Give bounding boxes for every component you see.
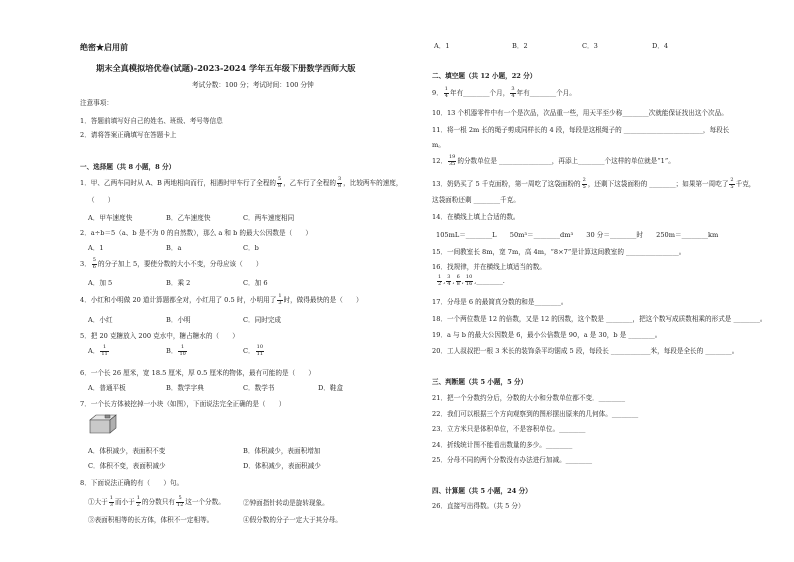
- question-1-paren: （ ）: [88, 196, 115, 204]
- question-10: 10．13 个机器零件中有一个是次品，次品重一些，用天平至少称________次就能保证找出这个次品。: [432, 109, 728, 117]
- question-19: 19．a 与 b 的最大公因数是 6，最小公倍数是 90，a 是 30，b 是 ________。: [432, 331, 662, 339]
- question-17: 17．分母是 6 的最简真分数的和是________。: [432, 298, 568, 306]
- question-3: 3． $\frac{5}{6}$ 的分子加上 5，要使分数的大小不变，分母应该（ ）: [80, 257, 263, 270]
- question-7: 7．一个长方体被挖掉一小块（如图），下面说法完全正确的是（ ）: [80, 400, 286, 408]
- question-8: 8．下面说法正确的有（ ）句。: [80, 479, 184, 487]
- question-12: 12． $\frac{19}{35}$ 的分数单位是 ________________，再添上________个这样的单位就是“1”。: [432, 154, 675, 167]
- question-25: 25．分母不同的两个分数没有办法进行加减。________: [432, 456, 593, 464]
- secret-label: 绝密★启用前: [80, 42, 128, 52]
- note-1: 1．答题前填写好自己的姓名、班级、考号等信息: [80, 117, 223, 125]
- section-calc-title: 四、计算题（共 5 小题，24 分）: [432, 487, 532, 495]
- question-2: 2．a÷b＝5（a、b 是不为 0 的自然数），那么 a 和 b 的最大公因数是（ ）: [80, 229, 312, 237]
- exam-info: 考试分数：100 分；考试时间：100 分钟: [192, 81, 314, 89]
- note-2: 2．请将答案正确填写在答题卡上: [80, 131, 177, 139]
- page-title: 期末全真模拟培优卷(试题)-2023-2024 学年五年级下册数学西师大版: [96, 63, 356, 73]
- cuboid-figure: [88, 413, 118, 435]
- question-20: 20．工人叔叔把一根 3 米长的装饰条平均锯成 5 段，每段长 ____________米，每段是全长的 ________。: [432, 347, 739, 355]
- q8-statement-4: ④假分数的分子一定大于其分母。: [243, 516, 342, 524]
- question-11: 11．将一根 2m 长的绳子剪成同样长的 4 段，每段是这根绳子的 ________________________，每段长: [432, 126, 730, 134]
- question-11-unit: m。: [432, 141, 445, 149]
- question-13: 13．奶奶买了 5 千克面粉，第一周吃了这袋面粉的 $\frac{2}{5}$ ，还剩下这袋面粉的 ________；如果第一周吃了 $\frac{2}{5}$ 千克，: [432, 177, 756, 190]
- q8-statement-2: ②钟面指针转动是旋转现象。: [243, 499, 329, 507]
- question-21: 21．把一个分数约分后，分数的大小和分数单位都不变．________: [432, 394, 626, 402]
- question-1: 1．甲、乙两车同时从 A、B 两地相向而行，相遇时甲车行了全程的 $\frac{5}{8}$ ，乙车行了全程的 $\frac{3}{8}$ ，比较两车的速度，: [80, 176, 403, 189]
- question-9: 9． $\frac{1}{4}$ 年有________个月， $\frac{3}{4}$ 年有________个月。: [432, 86, 576, 99]
- question-5: 5．把 20 克糖放入 200 克水中，糖占糖水的（ ）: [80, 332, 239, 340]
- question-14: 14．在横线上填上合适的数。: [432, 213, 520, 221]
- notes-title: 注意事项：: [80, 99, 113, 107]
- question-16: 16．找规律，并在横线上填适当的数。: [432, 263, 546, 271]
- question-26: 26．直接写出得数。（共 5 分）: [432, 502, 525, 510]
- question-16-sequence: $\frac{1}{2}$ , $\frac{3}{4}$ , $\frac{6}{8}$ , $\frac{10}{16}$ ,________.: [438, 274, 505, 287]
- question-23: 23．立方米只是体积单位，不是容积单位。________: [432, 425, 586, 433]
- question-4: 4．小红和小明做 20 道计算题都全对，小红用了 0.5 时，小明用了 $\frac{1}{3}$ 时，做得最快的是（ ）: [80, 293, 363, 306]
- question-6: 6．一个长 26 厘米，宽 18.5 厘米，厚 0.5 厘米的物体，最有可能的是（ ）: [80, 369, 315, 377]
- question-22: 22．我们可以根据三个方向观察到的图形摆出原来的几何体。________: [432, 410, 639, 418]
- q8-statement-3: ③表面积相等的长方体，体积不一定相等。: [88, 516, 214, 524]
- question-24: 24．折线统计图不能看出数量的多少。________: [432, 441, 573, 449]
- section-judge-title: 三、判断题（共 5 小题，5 分）: [432, 378, 528, 386]
- question-14-blanks: 105mL＝________L 50m³＝________dm³ 30 分＝________时 250m＝________km: [436, 231, 719, 239]
- question-13-cont: 这袋面粉还剩 ________千克。: [432, 196, 520, 204]
- section-fill-title: 二、填空题（共 12 小题，22 分）: [432, 72, 537, 80]
- q8-statement-1: ①大于 $\frac{1}{3}$ 而小于 $\frac{1}{2}$ 的分数只有 $\frac{5}{12}$ 这一个分数。: [88, 495, 225, 508]
- question-15: 15．一间教室长 8m，宽 7m，高 4m，“8×7”是计算这间教室的 ________________。: [432, 248, 686, 256]
- section-choice-title: 一、选择题（共 8 小题，8 分）: [80, 163, 176, 171]
- question-18: 18．一个两位数是 12 的倍数，又是 12 的因数，这个数是 ________，把这个数写成质数相乘的形式是 ________。: [432, 315, 767, 323]
